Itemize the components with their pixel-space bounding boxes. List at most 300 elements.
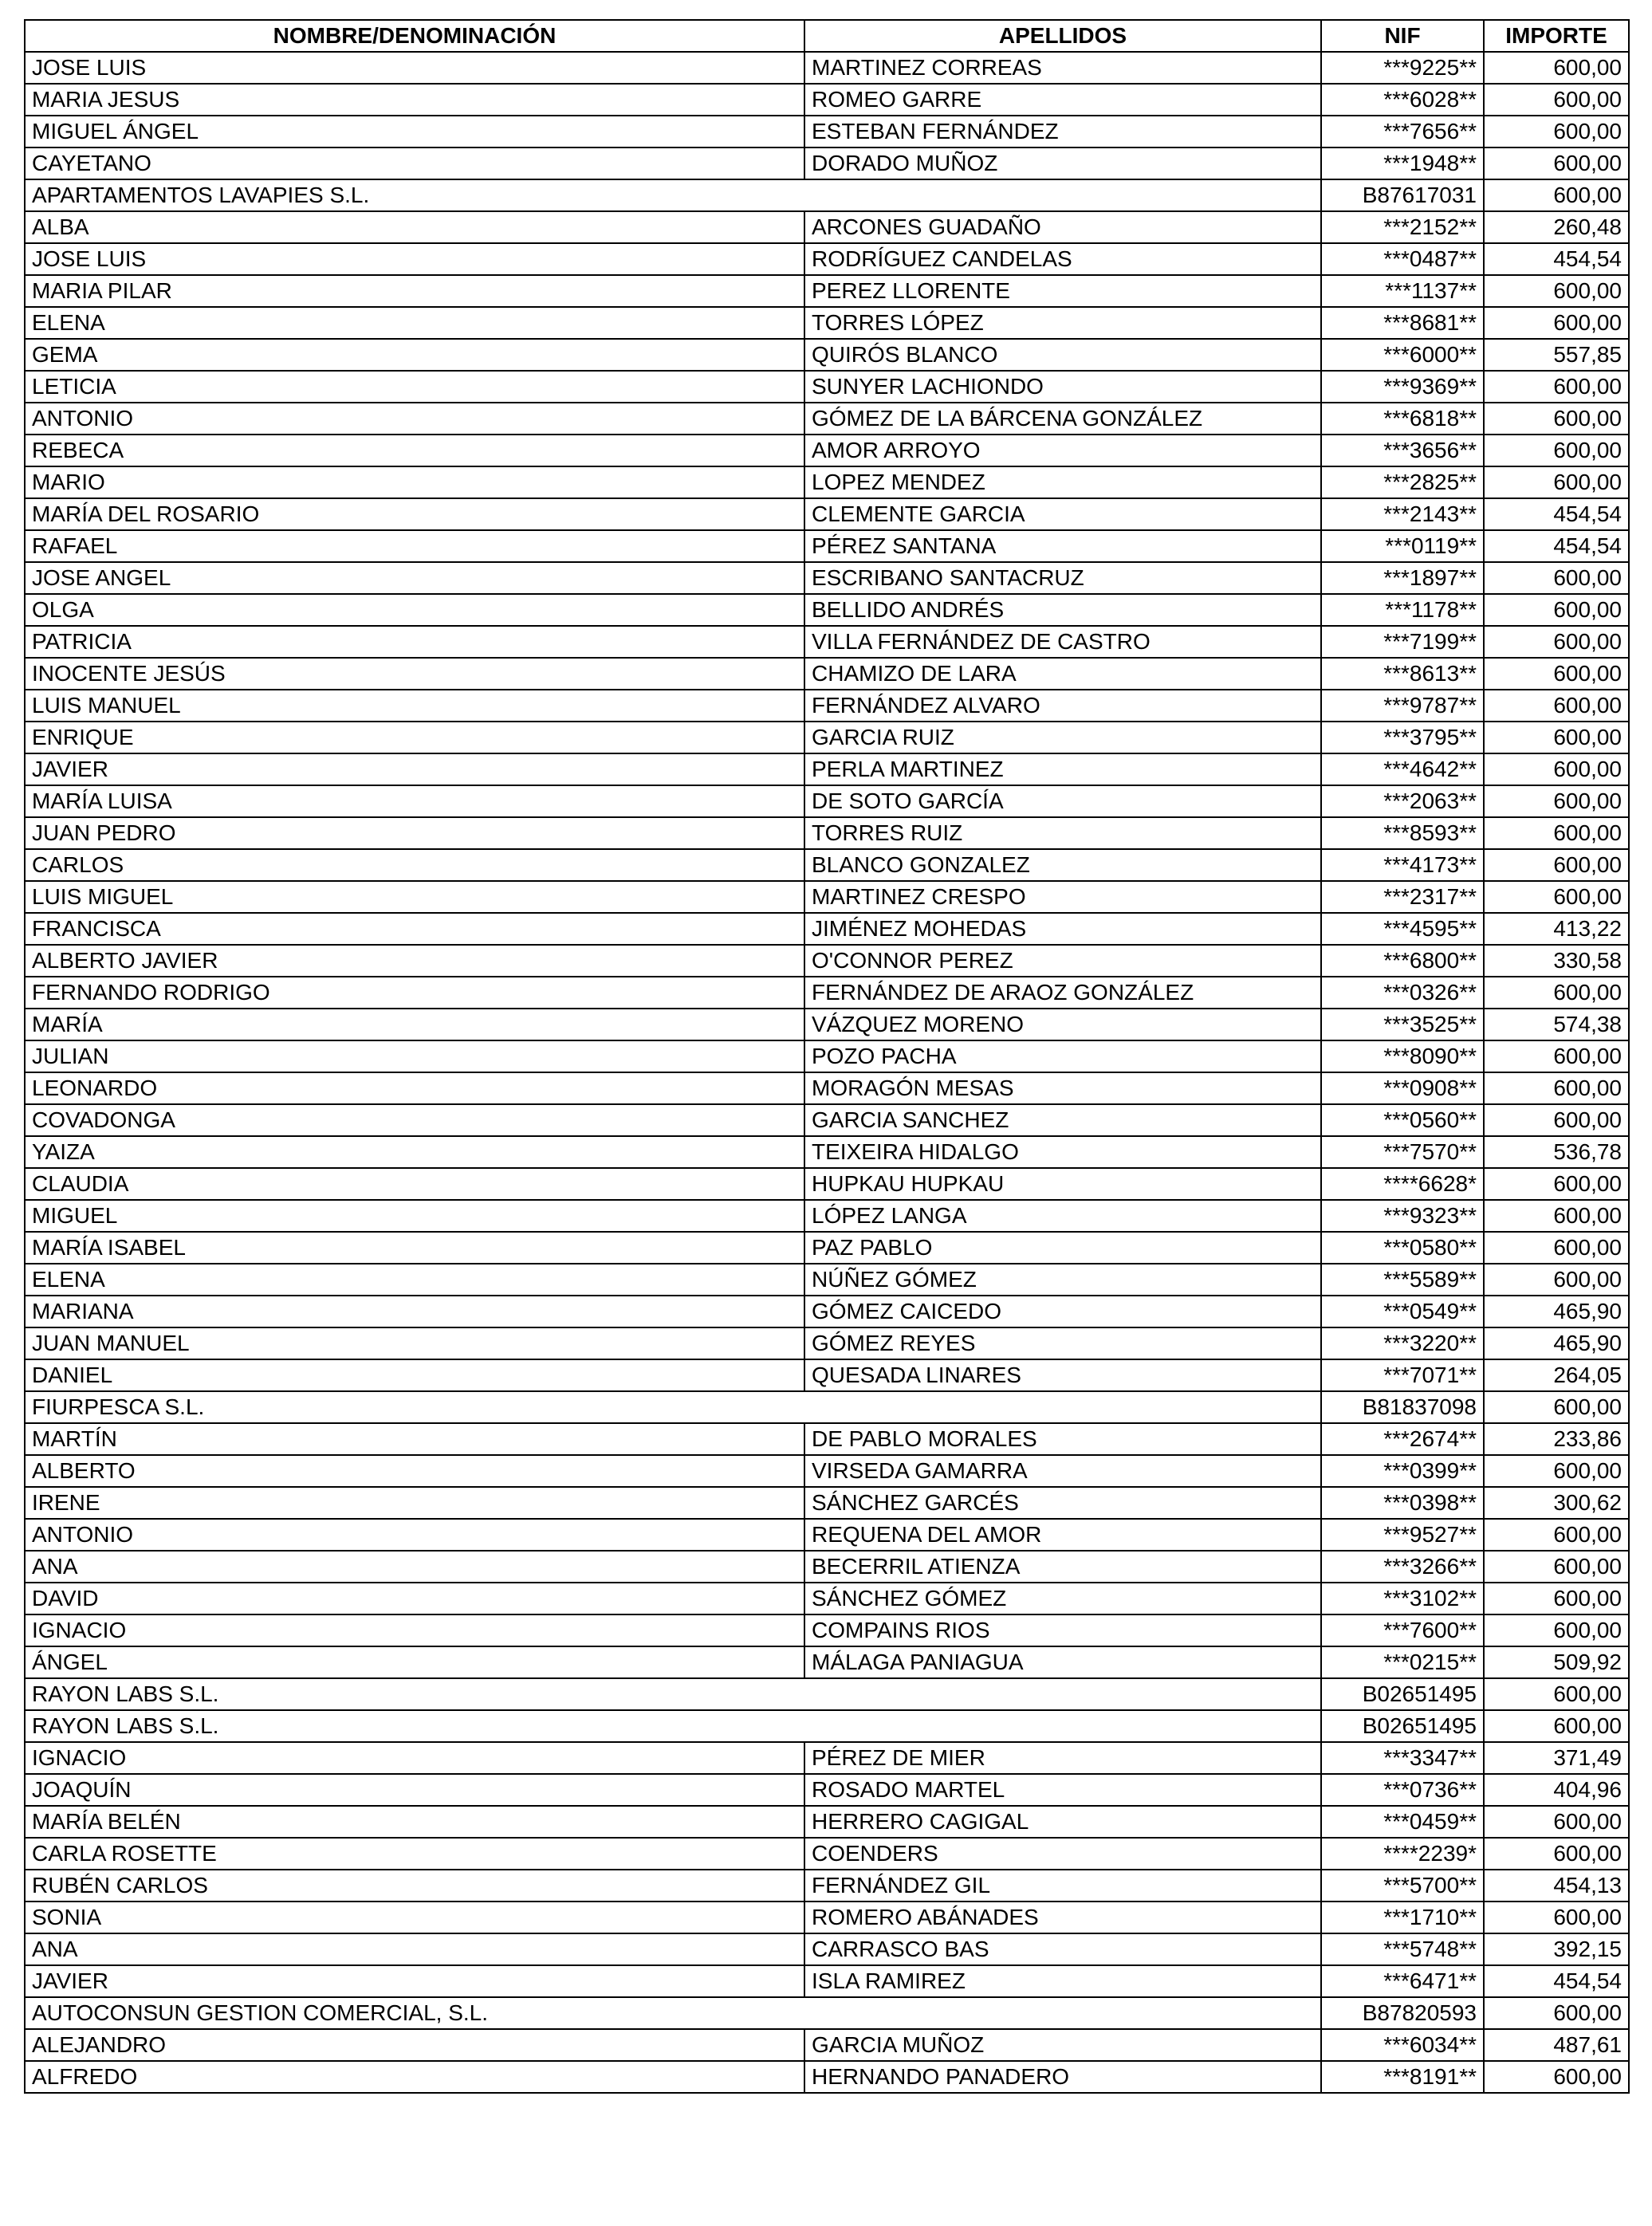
cell-apellidos: PEREZ LLORENTE <box>804 275 1321 307</box>
cell-nombre: INOCENTE JESÚS <box>25 658 804 690</box>
cell-nif: ***4642** <box>1321 753 1484 785</box>
cell-apellidos: SUNYER LACHIONDO <box>804 371 1321 403</box>
table-row <box>25 275 1629 307</box>
cell-nif: ***7071** <box>1321 1359 1484 1391</box>
cell-apellidos: COENDERS <box>804 1838 1321 1870</box>
cell-apellidos: FERNÁNDEZ ALVARO <box>804 690 1321 722</box>
cell-importe: 600,00 <box>1484 1551 1629 1583</box>
cell-importe: 574,38 <box>1484 1009 1629 1040</box>
cell-importe: 600,00 <box>1484 1902 1629 1933</box>
table-row <box>25 817 1629 849</box>
cell-nif: ***8613** <box>1321 658 1484 690</box>
cell-importe: 330,58 <box>1484 945 1629 977</box>
cell-nif: ***5700** <box>1321 1870 1484 1902</box>
cell-apellidos: PERLA MARTINEZ <box>804 753 1321 785</box>
cell-importe: 600,00 <box>1484 1040 1629 1072</box>
cell-nif: ***2825** <box>1321 466 1484 498</box>
table-row <box>25 147 1629 179</box>
cell-nombre: MIGUEL ÁNGEL <box>25 116 804 147</box>
cell-nombre: ANTONIO <box>25 1519 804 1551</box>
cell-apellidos: DE PABLO MORALES <box>804 1423 1321 1455</box>
cell-nif: ***6471** <box>1321 1965 1484 1997</box>
cell-nombre: ALBERTO <box>25 1455 804 1487</box>
table-row <box>25 722 1629 753</box>
cell-apellidos: VÁZQUEZ MORENO <box>804 1009 1321 1040</box>
cell-importe: 600,00 <box>1484 403 1629 435</box>
cell-apellidos: PÉREZ DE MIER <box>804 1742 1321 1774</box>
cell-nif: ***5589** <box>1321 1264 1484 1296</box>
cell-nombre: IGNACIO <box>25 1614 804 1646</box>
cell-importe: 600,00 <box>1484 849 1629 881</box>
cell-importe: 600,00 <box>1484 1168 1629 1200</box>
cell-importe: 233,86 <box>1484 1423 1629 1455</box>
table-body <box>25 52 1629 2093</box>
cell-importe: 600,00 <box>1484 2061 1629 2093</box>
cell-importe: 600,00 <box>1484 1678 1629 1710</box>
cell-nombre-denominacion: RAYON LABS S.L. <box>25 1678 1321 1710</box>
table-row <box>25 1040 1629 1072</box>
cell-importe: 600,00 <box>1484 1806 1629 1838</box>
cell-importe: 600,00 <box>1484 435 1629 466</box>
cell-apellidos: FERNÁNDEZ GIL <box>804 1870 1321 1902</box>
table-row <box>25 116 1629 147</box>
cell-apellidos: GARCIA MUÑOZ <box>804 2029 1321 2061</box>
cell-importe: 600,00 <box>1484 1997 1629 2029</box>
cell-nombre: LUIS MANUEL <box>25 690 804 722</box>
cell-nombre: FERNANDO RODRIGO <box>25 977 804 1009</box>
cell-nif: ***8090** <box>1321 1040 1484 1072</box>
cell-apellidos: QUIRÓS BLANCO <box>804 339 1321 371</box>
cell-apellidos: ROMERO ABÁNADES <box>804 1902 1321 1933</box>
table-row <box>25 1168 1629 1200</box>
cell-importe: 600,00 <box>1484 1104 1629 1136</box>
table-row <box>25 1933 1629 1965</box>
cell-nombre-denominacion: FIURPESCA S.L. <box>25 1391 1321 1423</box>
cell-importe: 600,00 <box>1484 594 1629 626</box>
cell-nombre: DANIEL <box>25 1359 804 1391</box>
cell-nombre: MARIO <box>25 466 804 498</box>
cell-apellidos: VIRSEDA GAMARRA <box>804 1455 1321 1487</box>
table-header-row <box>25 20 1629 52</box>
cell-nombre: YAIZA <box>25 1136 804 1168</box>
cell-nif: ***0119** <box>1321 530 1484 562</box>
cell-apellidos: GÓMEZ DE LA BÁRCENA GONZÁLEZ <box>804 403 1321 435</box>
cell-nombre: JOAQUÍN <box>25 1774 804 1806</box>
cell-apellidos: BELLIDO ANDRÉS <box>804 594 1321 626</box>
cell-nif: ***0487** <box>1321 243 1484 275</box>
cell-apellidos: LÓPEZ LANGA <box>804 1200 1321 1232</box>
cell-importe: 600,00 <box>1484 1072 1629 1104</box>
cell-nif: ***9787** <box>1321 690 1484 722</box>
table-row <box>25 339 1629 371</box>
cell-nombre: ALBERTO JAVIER <box>25 945 804 977</box>
table-row <box>25 371 1629 403</box>
cell-importe: 600,00 <box>1484 52 1629 84</box>
col-header-importe: IMPORTE <box>1484 20 1629 52</box>
cell-nif: ***5748** <box>1321 1933 1484 1965</box>
table-row <box>25 977 1629 1009</box>
cell-importe: 600,00 <box>1484 1232 1629 1264</box>
cell-importe: 600,00 <box>1484 116 1629 147</box>
cell-importe: 600,00 <box>1484 1200 1629 1232</box>
table-row <box>25 849 1629 881</box>
cell-nif: ***1948** <box>1321 147 1484 179</box>
cell-nombre: DAVID <box>25 1583 804 1614</box>
cell-nombre: ELENA <box>25 1264 804 1296</box>
cell-apellidos: SÁNCHEZ GARCÉS <box>804 1487 1321 1519</box>
cell-importe: 404,96 <box>1484 1774 1629 1806</box>
cell-importe: 454,54 <box>1484 530 1629 562</box>
table-row <box>25 1678 1629 1710</box>
cell-nif: ****2239* <box>1321 1838 1484 1870</box>
cell-importe: 600,00 <box>1484 626 1629 658</box>
cell-nif: ***0326** <box>1321 977 1484 1009</box>
cell-nombre: MARÍA ISABEL <box>25 1232 804 1264</box>
table-row <box>25 211 1629 243</box>
cell-nombre: SONIA <box>25 1902 804 1933</box>
cell-nif: ****6628* <box>1321 1168 1484 1200</box>
table-row <box>25 753 1629 785</box>
cell-nombre: ANA <box>25 1551 804 1583</box>
cell-nombre: ELENA <box>25 307 804 339</box>
table-row <box>25 1774 1629 1806</box>
table-row <box>25 435 1629 466</box>
cell-nif: ***1178** <box>1321 594 1484 626</box>
col-header-nif: NIF <box>1321 20 1484 52</box>
cell-nif: ***0459** <box>1321 1806 1484 1838</box>
cell-nif: ***6818** <box>1321 403 1484 435</box>
cell-nif: ***6034** <box>1321 2029 1484 2061</box>
cell-importe: 600,00 <box>1484 1583 1629 1614</box>
cell-apellidos: O'CONNOR PEREZ <box>804 945 1321 977</box>
cell-importe: 260,48 <box>1484 211 1629 243</box>
cell-nif: ***9225** <box>1321 52 1484 84</box>
cell-nombre: FRANCISCA <box>25 913 804 945</box>
cell-apellidos: NÚÑEZ GÓMEZ <box>804 1264 1321 1296</box>
table-row <box>25 1997 1629 2029</box>
cell-nombre: REBECA <box>25 435 804 466</box>
cell-nombre: CAYETANO <box>25 147 804 179</box>
table-row <box>25 1742 1629 1774</box>
cell-importe: 454,54 <box>1484 498 1629 530</box>
cell-importe: 600,00 <box>1484 785 1629 817</box>
table-row <box>25 1455 1629 1487</box>
table-row <box>25 1009 1629 1040</box>
cell-importe: 465,90 <box>1484 1296 1629 1327</box>
cell-nif: ***7199** <box>1321 626 1484 658</box>
table-row <box>25 530 1629 562</box>
cell-apellidos: CHAMIZO DE LARA <box>804 658 1321 690</box>
cell-nombre: MARÍA <box>25 1009 804 1040</box>
cell-nombre: JOSE LUIS <box>25 243 804 275</box>
cell-importe: 600,00 <box>1484 562 1629 594</box>
cell-nombre: IRENE <box>25 1487 804 1519</box>
cell-nif: ***8191** <box>1321 2061 1484 2093</box>
cell-nombre: ANTONIO <box>25 403 804 435</box>
cell-nombre: JAVIER <box>25 1965 804 1997</box>
table-row <box>25 1519 1629 1551</box>
cell-importe: 454,54 <box>1484 1965 1629 1997</box>
cell-nif: B87617031 <box>1321 179 1484 211</box>
cell-apellidos: ROSADO MARTEL <box>804 1774 1321 1806</box>
table-row <box>25 1200 1629 1232</box>
cell-apellidos: LOPEZ MENDEZ <box>804 466 1321 498</box>
cell-nif: ***4173** <box>1321 849 1484 881</box>
table-row <box>25 881 1629 913</box>
cell-apellidos: ESTEBAN FERNÁNDEZ <box>804 116 1321 147</box>
cell-nombre: MARTÍN <box>25 1423 804 1455</box>
cell-apellidos: SÁNCHEZ GÓMEZ <box>804 1583 1321 1614</box>
cell-nombre: ANA <box>25 1933 804 1965</box>
cell-nombre: MARIA PILAR <box>25 275 804 307</box>
cell-apellidos: ISLA RAMIREZ <box>804 1965 1321 1997</box>
cell-nombre: CARLA ROSETTE <box>25 1838 804 1870</box>
cell-nombre: MARIA JESUS <box>25 84 804 116</box>
cell-nombre: MARÍA DEL ROSARIO <box>25 498 804 530</box>
table-row <box>25 1902 1629 1933</box>
cell-apellidos: REQUENA DEL AMOR <box>804 1519 1321 1551</box>
cell-importe: 600,00 <box>1484 690 1629 722</box>
cell-apellidos: PÉREZ SANTANA <box>804 530 1321 562</box>
table-row <box>25 1072 1629 1104</box>
cell-nombre: LEONARDO <box>25 1072 804 1104</box>
cell-nif: ***9323** <box>1321 1200 1484 1232</box>
cell-apellidos: DE SOTO GARCÍA <box>804 785 1321 817</box>
table-row <box>25 52 1629 84</box>
cell-importe: 600,00 <box>1484 722 1629 753</box>
cell-nif: ***0399** <box>1321 1455 1484 1487</box>
table-row <box>25 1646 1629 1678</box>
cell-nombre: RUBÉN CARLOS <box>25 1870 804 1902</box>
table-row <box>25 785 1629 817</box>
table-row <box>25 1838 1629 1870</box>
cell-apellidos: PAZ PABLO <box>804 1232 1321 1264</box>
cell-nif: ***0908** <box>1321 1072 1484 1104</box>
cell-apellidos: MARTINEZ CRESPO <box>804 881 1321 913</box>
table-row <box>25 1104 1629 1136</box>
cell-importe: 487,61 <box>1484 2029 1629 2061</box>
cell-nif: ***3266** <box>1321 1551 1484 1583</box>
table-row <box>25 84 1629 116</box>
cell-nif: ***9527** <box>1321 1519 1484 1551</box>
cell-nombre: PATRICIA <box>25 626 804 658</box>
table-row <box>25 179 1629 211</box>
col-header-nombre-denominacion: NOMBRE/DENOMINACIÓN <box>25 20 804 52</box>
table-row <box>25 626 1629 658</box>
cell-nombre: MARIANA <box>25 1296 804 1327</box>
cell-apellidos: BECERRIL ATIENZA <box>804 1551 1321 1583</box>
cell-nombre: MARÍA BELÉN <box>25 1806 804 1838</box>
cell-importe: 557,85 <box>1484 339 1629 371</box>
cell-nombre: ÁNGEL <box>25 1646 804 1678</box>
cell-importe: 264,05 <box>1484 1359 1629 1391</box>
cell-nombre: ENRIQUE <box>25 722 804 753</box>
cell-nif: ***6028** <box>1321 84 1484 116</box>
cell-nif: ***0580** <box>1321 1232 1484 1264</box>
table-row <box>25 466 1629 498</box>
cell-apellidos: GÓMEZ CAICEDO <box>804 1296 1321 1327</box>
cell-importe: 600,00 <box>1484 1391 1629 1423</box>
cell-nif: ***2063** <box>1321 785 1484 817</box>
cell-nif: ***8593** <box>1321 817 1484 849</box>
table-row <box>25 562 1629 594</box>
table-row <box>25 1710 1629 1742</box>
cell-nif: ***7570** <box>1321 1136 1484 1168</box>
cell-nif: ***6800** <box>1321 945 1484 977</box>
cell-importe: 600,00 <box>1484 1838 1629 1870</box>
cell-apellidos: DORADO MUÑOZ <box>804 147 1321 179</box>
cell-nif: ***1897** <box>1321 562 1484 594</box>
cell-importe: 600,00 <box>1484 307 1629 339</box>
cell-importe: 454,54 <box>1484 243 1629 275</box>
cell-importe: 392,15 <box>1484 1933 1629 1965</box>
table-row <box>25 1327 1629 1359</box>
cell-nombre: JUAN PEDRO <box>25 817 804 849</box>
table-row <box>25 1551 1629 1583</box>
table-row <box>25 945 1629 977</box>
cell-apellidos: ARCONES GUADAÑO <box>804 211 1321 243</box>
table-row <box>25 1423 1629 1455</box>
cell-nombre: ALEJANDRO <box>25 2029 804 2061</box>
cell-apellidos: GARCIA RUIZ <box>804 722 1321 753</box>
cell-apellidos: ESCRIBANO SANTACRUZ <box>804 562 1321 594</box>
cell-importe: 600,00 <box>1484 1519 1629 1551</box>
cell-nif: ***3795** <box>1321 722 1484 753</box>
table-row <box>25 690 1629 722</box>
cell-apellidos: QUESADA LINARES <box>804 1359 1321 1391</box>
table-row <box>25 307 1629 339</box>
cell-nombre: LUIS MIGUEL <box>25 881 804 913</box>
cell-nif: ***7656** <box>1321 116 1484 147</box>
cell-importe: 600,00 <box>1484 1455 1629 1487</box>
table-row <box>25 2061 1629 2093</box>
cell-nif: ***1137** <box>1321 275 1484 307</box>
table-row <box>25 1614 1629 1646</box>
table-row <box>25 1264 1629 1296</box>
cell-nombre-denominacion: RAYON LABS S.L. <box>25 1710 1321 1742</box>
table-row <box>25 2029 1629 2061</box>
table-row <box>25 658 1629 690</box>
cell-apellidos: TEIXEIRA HIDALGO <box>804 1136 1321 1168</box>
cell-nif: B87820593 <box>1321 1997 1484 2029</box>
cell-importe: 600,00 <box>1484 881 1629 913</box>
cell-importe: 509,92 <box>1484 1646 1629 1678</box>
cell-nif: ***6000** <box>1321 339 1484 371</box>
cell-nif: ***4595** <box>1321 913 1484 945</box>
cell-nombre: RAFAEL <box>25 530 804 562</box>
cell-apellidos: CLEMENTE GARCIA <box>804 498 1321 530</box>
cell-nif: B02651495 <box>1321 1710 1484 1742</box>
table-row <box>25 1965 1629 1997</box>
cell-nif: ***2317** <box>1321 881 1484 913</box>
cell-importe: 536,78 <box>1484 1136 1629 1168</box>
cell-apellidos: HERNANDO PANADERO <box>804 2061 1321 2093</box>
cell-importe: 454,13 <box>1484 1870 1629 1902</box>
cell-nombre: OLGA <box>25 594 804 626</box>
cell-apellidos: HERRERO CAGIGAL <box>804 1806 1321 1838</box>
table-row <box>25 403 1629 435</box>
cell-nif: ***0549** <box>1321 1296 1484 1327</box>
cell-nombre: ALBA <box>25 211 804 243</box>
cell-nif: ***3102** <box>1321 1583 1484 1614</box>
cell-nif: ***0215** <box>1321 1646 1484 1678</box>
cell-apellidos: TORRES RUIZ <box>804 817 1321 849</box>
table-row <box>25 1391 1629 1423</box>
table-row <box>25 1359 1629 1391</box>
cell-apellidos: GÓMEZ REYES <box>804 1327 1321 1359</box>
cell-nombre: JAVIER <box>25 753 804 785</box>
cell-importe: 600,00 <box>1484 179 1629 211</box>
table-row <box>25 1806 1629 1838</box>
cell-importe: 371,49 <box>1484 1742 1629 1774</box>
cell-apellidos: POZO PACHA <box>804 1040 1321 1072</box>
cell-nif: ***8681** <box>1321 307 1484 339</box>
cell-nombre: CARLOS <box>25 849 804 881</box>
cell-nif: B81837098 <box>1321 1391 1484 1423</box>
cell-apellidos: CARRASCO BAS <box>804 1933 1321 1965</box>
cell-nombre: LETICIA <box>25 371 804 403</box>
cell-nombre: JOSE ANGEL <box>25 562 804 594</box>
cell-apellidos: RODRÍGUEZ CANDELAS <box>804 243 1321 275</box>
cell-nombre: ALFREDO <box>25 2061 804 2093</box>
cell-nombre: CLAUDIA <box>25 1168 804 1200</box>
cell-apellidos: HUPKAU HUPKAU <box>804 1168 1321 1200</box>
cell-nombre: GEMA <box>25 339 804 371</box>
cell-apellidos: MARTINEZ CORREAS <box>804 52 1321 84</box>
cell-importe: 600,00 <box>1484 371 1629 403</box>
cell-importe: 600,00 <box>1484 753 1629 785</box>
col-header-apellidos: APELLIDOS <box>804 20 1321 52</box>
cell-nif: ***2674** <box>1321 1423 1484 1455</box>
recipients-table <box>24 19 1630 2094</box>
cell-nombre: MARÍA LUISA <box>25 785 804 817</box>
cell-nif: ***0736** <box>1321 1774 1484 1806</box>
cell-importe: 600,00 <box>1484 466 1629 498</box>
cell-importe: 600,00 <box>1484 1710 1629 1742</box>
cell-importe: 600,00 <box>1484 275 1629 307</box>
cell-apellidos: VILLA FERNÁNDEZ DE CASTRO <box>804 626 1321 658</box>
cell-importe: 600,00 <box>1484 817 1629 849</box>
cell-nif: ***2143** <box>1321 498 1484 530</box>
table-row <box>25 594 1629 626</box>
table-row <box>25 1870 1629 1902</box>
cell-nif: ***1710** <box>1321 1902 1484 1933</box>
cell-apellidos: JIMÉNEZ MOHEDAS <box>804 913 1321 945</box>
cell-nif: ***7600** <box>1321 1614 1484 1646</box>
cell-nif: ***2152** <box>1321 211 1484 243</box>
cell-nif: ***3656** <box>1321 435 1484 466</box>
cell-apellidos: ROMEO GARRE <box>804 84 1321 116</box>
cell-nif: B02651495 <box>1321 1678 1484 1710</box>
cell-apellidos: BLANCO GONZALEZ <box>804 849 1321 881</box>
cell-apellidos: COMPAINS RIOS <box>804 1614 1321 1646</box>
table-row <box>25 498 1629 530</box>
cell-nif: ***0398** <box>1321 1487 1484 1519</box>
cell-nombre: COVADONGA <box>25 1104 804 1136</box>
cell-importe: 300,62 <box>1484 1487 1629 1519</box>
table-row <box>25 1487 1629 1519</box>
cell-nif: ***3347** <box>1321 1742 1484 1774</box>
cell-nombre: IGNACIO <box>25 1742 804 1774</box>
table-row <box>25 1583 1629 1614</box>
cell-apellidos: AMOR ARROYO <box>804 435 1321 466</box>
table-row <box>25 1232 1629 1264</box>
cell-nif: ***3525** <box>1321 1009 1484 1040</box>
cell-importe: 600,00 <box>1484 147 1629 179</box>
cell-importe: 413,22 <box>1484 913 1629 945</box>
table-row <box>25 1296 1629 1327</box>
cell-importe: 600,00 <box>1484 658 1629 690</box>
